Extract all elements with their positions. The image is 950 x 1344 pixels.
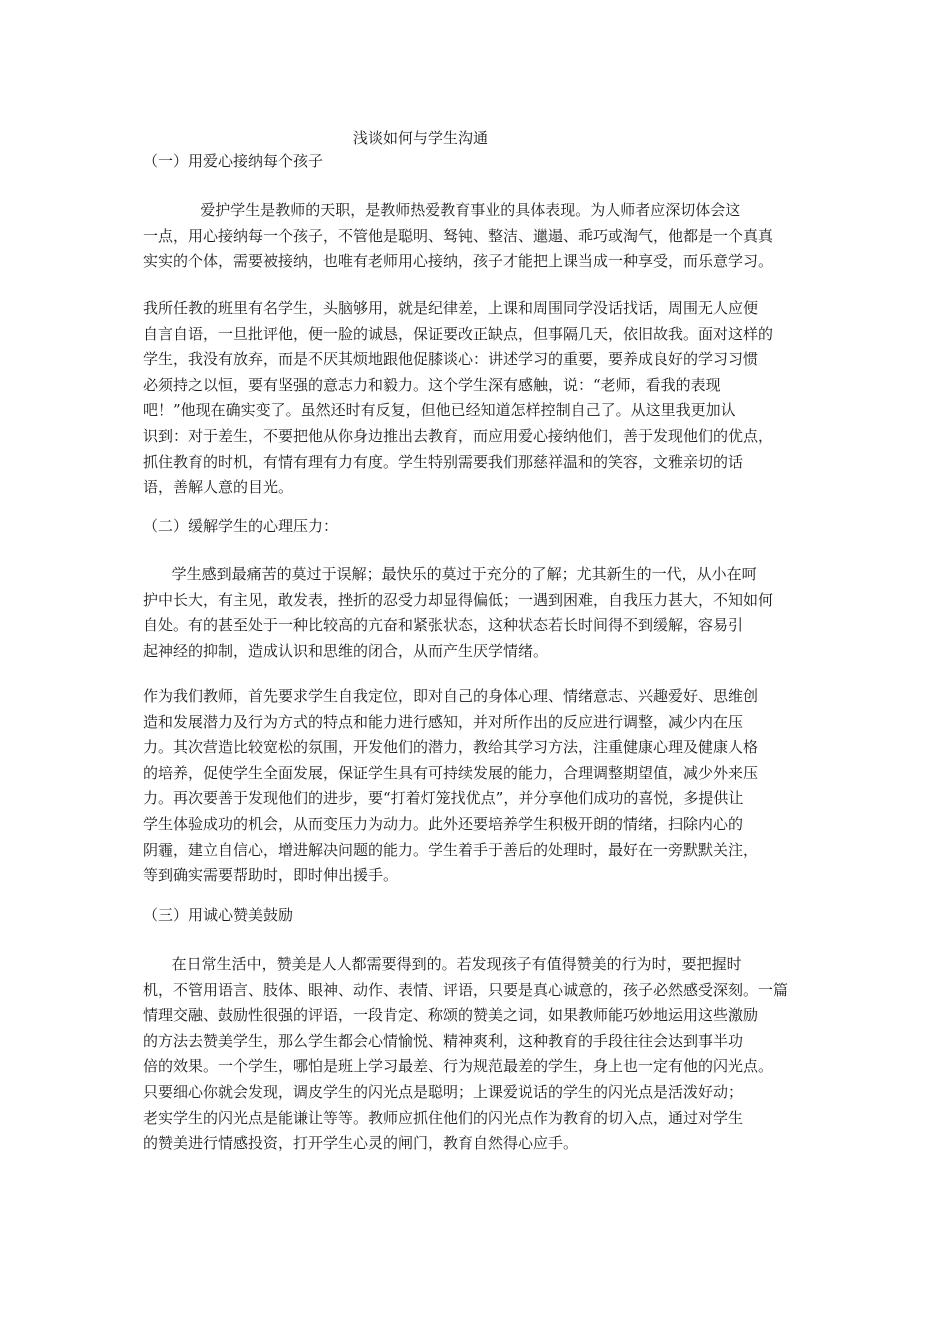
text-line: 护中长大，有主见，敢发表，挫折的忍受力却显得偏低；一遇到困难，自我压力甚大，不知如何 [143,590,774,609]
text-line: 只要细心你就会发现，调皮学生的闪光点是聪明；上课爱说话的学生的闪光点是活泼好动； [143,1082,744,1101]
document-title: 浅谈如何与学生沟通 [353,129,489,147]
text-line: 自处。有的甚至处于一种比较高的亢奋和紧张状态，这种状态若长时间得不到缓解，容易引 [143,616,744,635]
text-line: 在日常生活中，赞美是人人都需要得到的。若发现孩子有值得赞美的行为时，要把握时 [143,955,742,973]
text-line: 学生体验成功的机会，从而变压力为动力。此外还要培养学生积极开朗的情绪，扫除内心的 [143,814,744,833]
text-line: 实实的个体，需要被接纳，也唯有老师用心接纳，孩子才能把上课当成一种享受，而乐意学习。 [143,252,774,271]
text-line: 学生感到最痛苦的莫过于误解；最快乐的莫过于充分的了解；尤其新生的一代，从小在呵 [143,565,757,583]
text-line: 作为我们教师，首先要求学生自我定位，即对自己的身体心理、情绪意志、兴趣爱好、思维创 [143,687,759,705]
text-line: 的赞美进行情感投资，打开学生心灵的闸门，教育自然得心应手。 [143,1134,579,1153]
text-line: 的方法去赞美学生，那么学生都会心情愉悦、精神爽利，这种教育的手段往往会达到事半功 [143,1031,744,1050]
text-line: 语，善解人意的目光。 [143,478,294,497]
text-line: 抓住教育的时机，有情有理有力有度。学生特别需要我们那慈祥温和的笑容，文雅亲切的话 [143,452,744,471]
text-line: 等到确实需要帮助时，即时伸出援手。 [143,866,399,885]
text-line: 识到：对于差生，不要把他从你身边推出去教育，而应用爱心接纳他们，善于发现他们的优点， [143,426,774,445]
text-line: 力。其次营造比较宽松的氛围，开发他们的潜力，教给其学习方法，注重健康心理及健康人格 [143,738,759,757]
text-line: 我所任教的班里有名学生，头脑够用，就是纪律差，上课和周围同学没话找话，周围无人应便 [143,299,759,317]
paragraph-2-2 [143,684,815,889]
text-line: 起神经的抑制，造成认识和思维的闭合，从而产生厌学情绪。 [143,641,549,660]
paragraph-3-1 [143,952,815,1157]
text-line: 造和发展潜力及行为方式的特点和能力进行感知，并对所作出的反应进行调整，减少内在压 [143,712,744,731]
section-heading-2: （二）缓解学生的心理压力： [143,517,339,535]
text-line: 自言自语，一旦批评他，便一脸的诚恳，保证要改正缺点，但事隔几天，依旧故我。面对这样的 [143,324,774,343]
text-line: 力。再次要善于发现他们的进步，要“打着灯笼找优点”，并分享他们成功的喜悦，多提供让 [143,789,744,808]
text-line: 情理交融、鼓励性很强的评语，一段肯定、称颂的赞美之词，如果教师能巧妙地运用这些激励 [143,1006,759,1025]
text-line: 必须持之以恒，要有坚强的意志力和毅力。这个学生深有感触，说：“老师，看我的表现 [143,375,721,394]
text-line: 老实学生的闪光点是能谦让等等。教师应抓住他们的闪光点作为教育的切入点，通过对学生 [143,1108,744,1127]
text-line: 的培养，促使学生全面发展，保证学生具有可持续发展的能力，合理调整期望值，减少外来压 [143,763,759,782]
text-line: 一点，用心接纳每一个孩子，不管他是聪明、驽钝、整洁、邋遢、乖巧或淘气，他都是一个真真 [143,226,774,245]
text-line: 爱护学生是教师的天职，是教师热爱教育事业的具体表现。为人师者应深切体会这 [143,201,741,219]
paragraph-1-2 [143,296,815,501]
paragraph-2-1 [143,562,815,664]
text-line: 学生，我没有放弃，而是不厌其烦地跟他促膝谈心：讲述学习的重要，要养成良好的学习习惯 [143,350,759,369]
section-heading-3: （三）用诚心赞美鼓励 [143,906,294,924]
text-line: 阴霾，建立自信心，增进解决问题的能力。学生着手于善后的处理时，最好在一旁默默关注， [143,840,759,859]
text-line: 吧！”他现在确实变了。虽然还时有反复，但他已经知道怎样控制自己了。从这里我更加认 [143,401,736,420]
paragraph-1-1 [143,198,815,275]
text-line: 倍的效果。一个学生，哪怕是班上学习最差、行为规范最差的学生，身上也一定有他的闪光点。 [143,1057,774,1076]
section-heading-1: （一）用爱心接纳每个孩子 [143,152,324,170]
text-line: 机，不管用语言、肢体、眼神、动作、表情、评语，只要是真心诚意的，孩子必然感受深刻。一篇 [143,980,789,999]
